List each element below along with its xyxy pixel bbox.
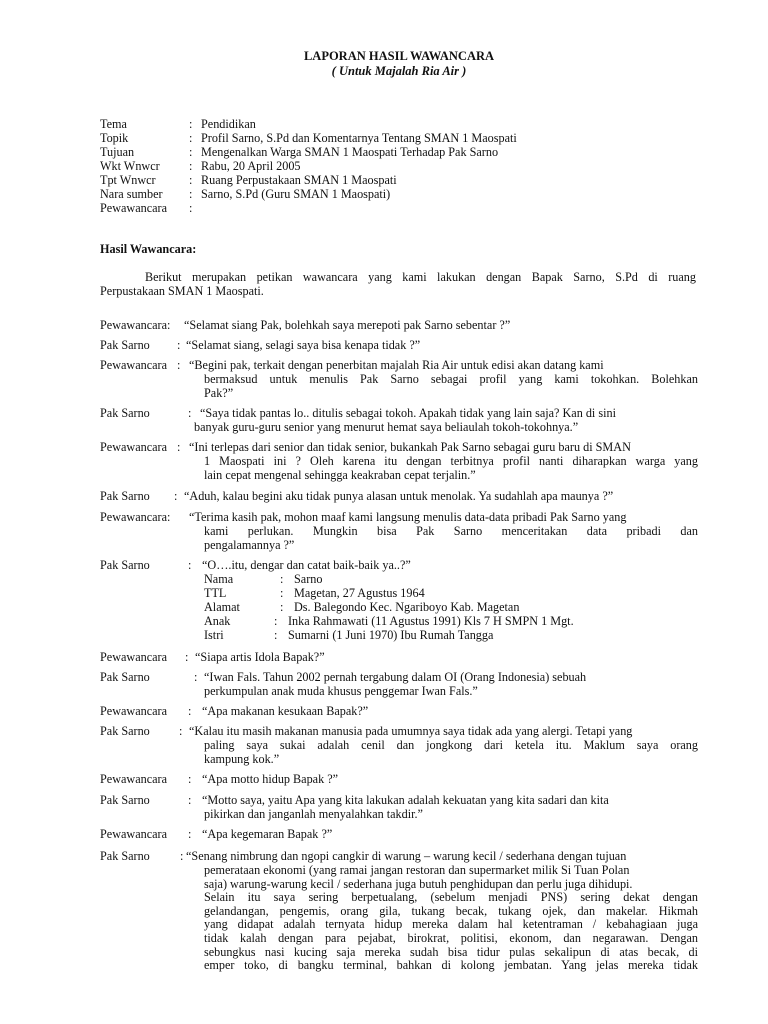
bio-colon: :: [274, 614, 278, 628]
speaker-label: Pewawancara:: [100, 318, 171, 332]
speaker-colon: :: [185, 650, 189, 664]
meta-value: Sarno, S.Pd (Guru SMAN 1 Maospati): [201, 187, 391, 201]
speaker-label: Pewawancara: [100, 358, 167, 372]
meta-row-tempat: [100, 174, 700, 188]
dialogue-text: “Aduh, kalau begini aku tidak punya alasan untuk menolak. Ya sudahlah apa maunya ?”: [184, 489, 614, 503]
bio-colon: :: [274, 628, 278, 642]
speaker-label: Pak Sarno: [100, 793, 150, 807]
dialogue-line: “Senang nimbrung dan ngopi cangkir di warung – warung kecil / sederhana dengan tujuan: [186, 849, 627, 863]
speaker-colon: :: [188, 772, 192, 786]
meta-value: Pendidikan: [201, 117, 256, 131]
bio-value: Sarno: [294, 572, 323, 586]
meta-row-tema: [100, 118, 700, 132]
dialogue-continuation: pikirkan dan janganlah menyalahkan takdir.”: [204, 807, 423, 821]
meta-colon: :: [189, 117, 193, 131]
speaker-label: Pewawancara:: [100, 510, 171, 524]
meta-key: Tema: [100, 117, 127, 131]
speaker-label: Pak Sarno: [100, 406, 150, 420]
speaker-colon: :: [179, 724, 183, 738]
bio-row-istri: [204, 629, 684, 643]
bio-value: Ds. Balegondo Kec. Ngariboyo Kab. Magetan: [294, 600, 520, 614]
meta-colon: :: [189, 173, 193, 187]
meta-key: Tujuan: [100, 145, 135, 159]
speaker-colon: :: [174, 489, 178, 503]
speaker-label: Pak Sarno: [100, 489, 150, 503]
dialogue-line: “Begini pak, terkait dengan penerbitan majalah Ria Air untuk edisi akan datang kami: [189, 358, 604, 372]
bio-key: Anak: [204, 614, 231, 628]
bio-value: Sumarni (1 Juni 1970) Ibu Rumah Tangga: [288, 628, 494, 642]
meta-value: Ruang Perpustakaan SMAN 1 Maospati: [201, 173, 397, 187]
intro-line-1: Berikut merupakan petikan wawancara yang kami lakukan dengan Bapak Sarno, S.Pd di ruang: [145, 270, 696, 284]
speaker-colon: :: [177, 440, 181, 454]
bio-colon: :: [280, 586, 284, 600]
dialogue-continuation: kami perlukan. Mungkin bisa Pak Sarno menceritakan data pribadi dan pengalamannya ?”: [204, 524, 698, 552]
dialogue-text: “Apa kegemaran Bapak ?”: [202, 827, 333, 841]
dialogue-line: “Kalau itu masih makanan manusia pada umumnya saya tidak ada yang alergi. Tetapi yang: [189, 724, 633, 738]
meta-colon: :: [189, 131, 193, 145]
meta-value: Mengenalkan Warga SMAN 1 Maospati Terhadap Pak Sarno: [201, 145, 499, 159]
bio-row-nama: [204, 573, 684, 587]
speaker-label: Pewawancara: [100, 827, 167, 841]
document-title: LAPORAN HASIL WAWANCARA: [303, 49, 495, 63]
dialogue-line: “Motto saya, yaitu Apa yang kita lakukan adalah kekuatan yang kita sadari dan kita: [202, 793, 609, 807]
meta-row-narasumber: [100, 188, 700, 202]
speaker-label: Pewawancara: [100, 650, 167, 664]
dialogue-line: “Saya tidak pantas lo.. ditulis sebagai tokoh. Apakah tidak yang lain saja? Kan di sini: [200, 406, 616, 420]
bio-colon: :: [280, 572, 284, 586]
section-title: Hasil Wawancara:: [100, 242, 197, 256]
dialogue-text: “Selamat siang Pak, bolehkah saya merepoti pak Sarno sebentar ?”: [184, 318, 511, 332]
speaker-label: Pak Sarno: [100, 558, 150, 572]
bio-value: Inka Rahmawati (11 Agustus 1991) Kls 7 H SMPN 1 Mgt.: [288, 614, 574, 628]
speaker-colon: :: [188, 558, 192, 572]
dialogue-text: “Siapa artis Idola Bapak?”: [195, 650, 325, 664]
dialogue-line: “Ini terlepas dari senior dan tidak senior, bukankah Pak Sarno sebagai guru baru di SMAN: [189, 440, 631, 454]
dialogue-continuation: paling saya sukai adalah cenil dan jongkong dari ketela itu. Maklum saya orang kampung kok.”: [204, 738, 698, 766]
dialogue-continuation: banyak guru-guru senior yang menurut hemat saya beliaulah tokoh-tokohnya.”: [194, 420, 579, 434]
dialogue-continuation: bermaksud untuk menulis Pak Sarno sebagai profil yang kami tokohkan. Bolehkan Pak?”: [204, 372, 698, 400]
meta-key: Pewawancara: [100, 201, 167, 215]
speaker-label: Pak Sarno: [100, 670, 150, 684]
speaker-colon: :: [194, 670, 198, 684]
bio-key: Nama: [204, 572, 234, 586]
document-subtitle: ( Untuk Majalah Ria Air ): [331, 64, 467, 78]
dialogue-line: “Iwan Fals. Tahun 2002 pernah tergabung dalam OI (Orang Indonesia) sebuah: [204, 670, 587, 684]
speaker-label: Pewawancara: [100, 772, 167, 786]
meta-colon: :: [189, 159, 193, 173]
dialogue-text: “Apa motto hidup Bapak ?”: [202, 772, 339, 786]
speaker-colon: :: [188, 793, 192, 807]
dialogue-text: “Apa makanan kesukaan Bapak?”: [202, 704, 369, 718]
bio-row-ttl: [204, 587, 684, 601]
dialogue-continuation: pemerataan ekonomi (yang ramai jangan restoran dan supermarket milik Si Tuan Polan saja) warung-warung kecil / sederhana juga butuh penghidupan dan perlu juga dihidupi. Selain itu saya sering berpetualang, (sebelum menjadi PNS) sering dekat dengan gelandangan, pengemis, orang gila, tukang becak, tukang ojek, dan makelar. Hikmah yang didapat adalah ternyata hidup mereka dalam hal ketentraman / kebahagiaan juga tidak kalah dengan para pejabat, birokrat, politisi, ekonom, dan negarawan. Dengan sebungkus nasi kucing saja mereka sudah bisa tidur pulas sekalipun di atas becak, di emper toko, di bangku terminal, bahkan di kolong jembatan. Yang jelas mereka tidak: [204, 863, 698, 973]
bio-key: TTL: [204, 586, 227, 600]
bio-value: Magetan, 27 Agustus 1964: [294, 586, 425, 600]
meta-colon: :: [189, 187, 193, 201]
meta-key: Topik: [100, 131, 129, 145]
bio-colon: :: [280, 600, 284, 614]
dialogue-line: “Terima kasih pak, mohon maaf kami langsung menulis data-data pribadi Pak Sarno yang: [189, 510, 627, 524]
speaker-label: Pak Sarno: [100, 338, 150, 352]
dialogue-continuation: 1 Maospati ini ? Oleh karena itu dengan terbitnya profil nanti diharapkan warga yang lain cepat mengenal sehingga keakraban cepat terjalin.”: [204, 454, 698, 482]
bio-row-anak: [204, 615, 684, 629]
dialogue-text: “Selamat siang, selagi saya bisa kenapa tidak ?”: [186, 338, 421, 352]
meta-key: Wkt Wnwcr: [100, 159, 160, 173]
meta-row-tujuan: [100, 146, 700, 160]
bio-key: Istri: [204, 628, 224, 642]
meta-colon: :: [189, 145, 193, 159]
intro-paragraph: [100, 271, 696, 298]
dialogue-text: “O….itu, dengar dan catat baik-baik ya..?”: [202, 558, 411, 572]
speaker-label: Pak Sarno: [100, 849, 150, 863]
speaker-colon: :: [188, 827, 192, 841]
dialogue-continuation: perkumpulan anak muda khusus penggemar Iwan Fals.”: [204, 684, 478, 698]
meta-row-waktu: [100, 160, 700, 174]
meta-key: Tpt Wnwcr: [100, 173, 156, 187]
bio-row-alamat: [204, 601, 684, 615]
speaker-colon: :: [188, 406, 192, 420]
speaker-colon: :: [177, 338, 181, 352]
meta-value: Rabu, 20 April 2005: [201, 159, 301, 173]
intro-line-2: Perpustakaan SMAN 1 Maospati.: [100, 283, 264, 298]
meta-colon: :: [189, 201, 193, 215]
bio-key: Alamat: [204, 600, 240, 614]
speaker-colon: :: [180, 849, 184, 863]
speaker-label: Pewawancara: [100, 440, 167, 454]
speaker-colon: :: [177, 358, 181, 372]
meta-key: Nara sumber: [100, 187, 163, 201]
meta-row-pewawancara: [100, 202, 700, 216]
speaker-colon: :: [188, 704, 192, 718]
meta-row-topik: [100, 132, 700, 146]
speaker-label: Pewawancara: [100, 704, 167, 718]
meta-value: Profil Sarno, S.Pd dan Komentarnya Tentang SMAN 1 Maospati: [201, 131, 517, 145]
speaker-label: Pak Sarno: [100, 724, 150, 738]
